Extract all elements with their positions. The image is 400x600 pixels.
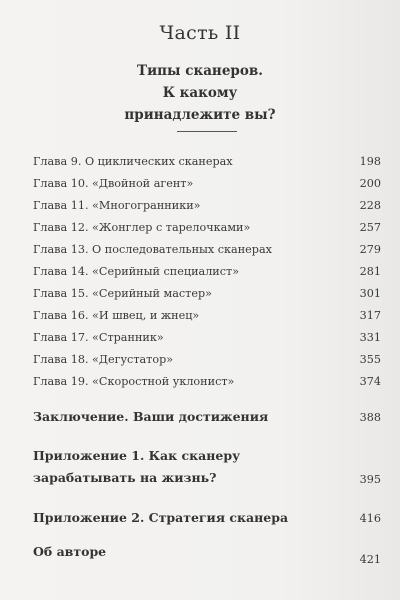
toc-entry-title: Глава 19. «Скоростной уклонист» bbox=[33, 375, 235, 388]
toc-entry-title: Глава 12. «Жонглер с тарелочками» bbox=[33, 221, 251, 234]
toc-entry bbox=[33, 283, 381, 305]
section-title bbox=[0, 60, 400, 126]
toc-about-author-page: 421 bbox=[359, 553, 381, 566]
toc-entry-page: 200 bbox=[359, 177, 381, 190]
toc-conclusion bbox=[33, 406, 381, 428]
toc-conclusion-title: Заключение. Ваши достижения bbox=[33, 409, 269, 424]
toc-entry bbox=[33, 195, 381, 217]
toc-entry-page: 198 bbox=[359, 155, 381, 168]
toc-about-author-title: Об авторе bbox=[33, 544, 107, 559]
toc-entry-title: Глава 16. «И швец, и жнец» bbox=[33, 309, 200, 322]
toc-entry-title: Глава 9. О циклических сканерах bbox=[33, 155, 233, 168]
toc-about-author bbox=[33, 541, 381, 571]
toc-entry-title: Глава 18. «Дегустатор» bbox=[33, 353, 174, 366]
toc-entry-page: 281 bbox=[359, 265, 381, 278]
part-title: Часть II bbox=[159, 22, 241, 44]
toc-entry bbox=[33, 349, 381, 371]
section-title-line: Типы сканеров. bbox=[137, 63, 263, 79]
toc-entry bbox=[33, 173, 381, 195]
section-title-line: принадлежите вы? bbox=[124, 107, 276, 123]
divider-rule bbox=[177, 131, 237, 132]
toc-appendix-2-title: Приложение 2. Стратегия сканера bbox=[33, 510, 289, 525]
toc-appendix-2-page: 416 bbox=[359, 512, 381, 525]
toc-entry bbox=[33, 239, 381, 261]
toc-entry bbox=[33, 151, 381, 173]
toc-entry bbox=[33, 371, 381, 393]
toc-entry-title: Глава 15. «Серийный мастер» bbox=[33, 287, 212, 300]
toc-appendix-1 bbox=[33, 445, 381, 489]
toc-appendix-1-title-line: зарабатывать на жизнь? bbox=[33, 470, 217, 485]
toc-entry-page: 279 bbox=[359, 243, 381, 256]
toc-entry-title: Глава 14. «Серийный специалист» bbox=[33, 265, 240, 278]
toc-entry bbox=[33, 217, 381, 239]
toc-entry-title: Глава 13. О последовательных сканерах bbox=[33, 243, 272, 256]
toc-entry-page: 374 bbox=[359, 375, 381, 388]
toc-entry-title: Глава 11. «Многогранники» bbox=[33, 199, 201, 212]
toc-entry-page: 355 bbox=[359, 353, 381, 366]
toc-conclusion-page: 388 bbox=[359, 411, 381, 424]
toc-entry bbox=[33, 261, 381, 283]
toc-appendix-1-title-line: Приложение 1. Как сканеру bbox=[33, 448, 241, 463]
toc-entry-title: Глава 17. «Странник» bbox=[33, 331, 164, 344]
toc-appendix-2 bbox=[33, 507, 381, 529]
toc-entry bbox=[33, 327, 381, 349]
toc-appendix-1-title bbox=[33, 445, 240, 489]
section-title-line: К какому bbox=[162, 85, 238, 101]
toc-entry-page: 257 bbox=[359, 221, 381, 234]
toc-appendix-1-page: 395 bbox=[359, 473, 381, 486]
toc-entry-page: 331 bbox=[359, 331, 381, 344]
toc-entry-title: Глава 10. «Двойной агент» bbox=[33, 177, 194, 190]
chapter-list bbox=[33, 151, 381, 393]
toc-entry-page: 228 bbox=[359, 199, 381, 212]
toc-entry-page: 317 bbox=[359, 309, 381, 322]
toc-entry bbox=[33, 305, 381, 327]
toc-entry-page: 301 bbox=[359, 287, 381, 300]
